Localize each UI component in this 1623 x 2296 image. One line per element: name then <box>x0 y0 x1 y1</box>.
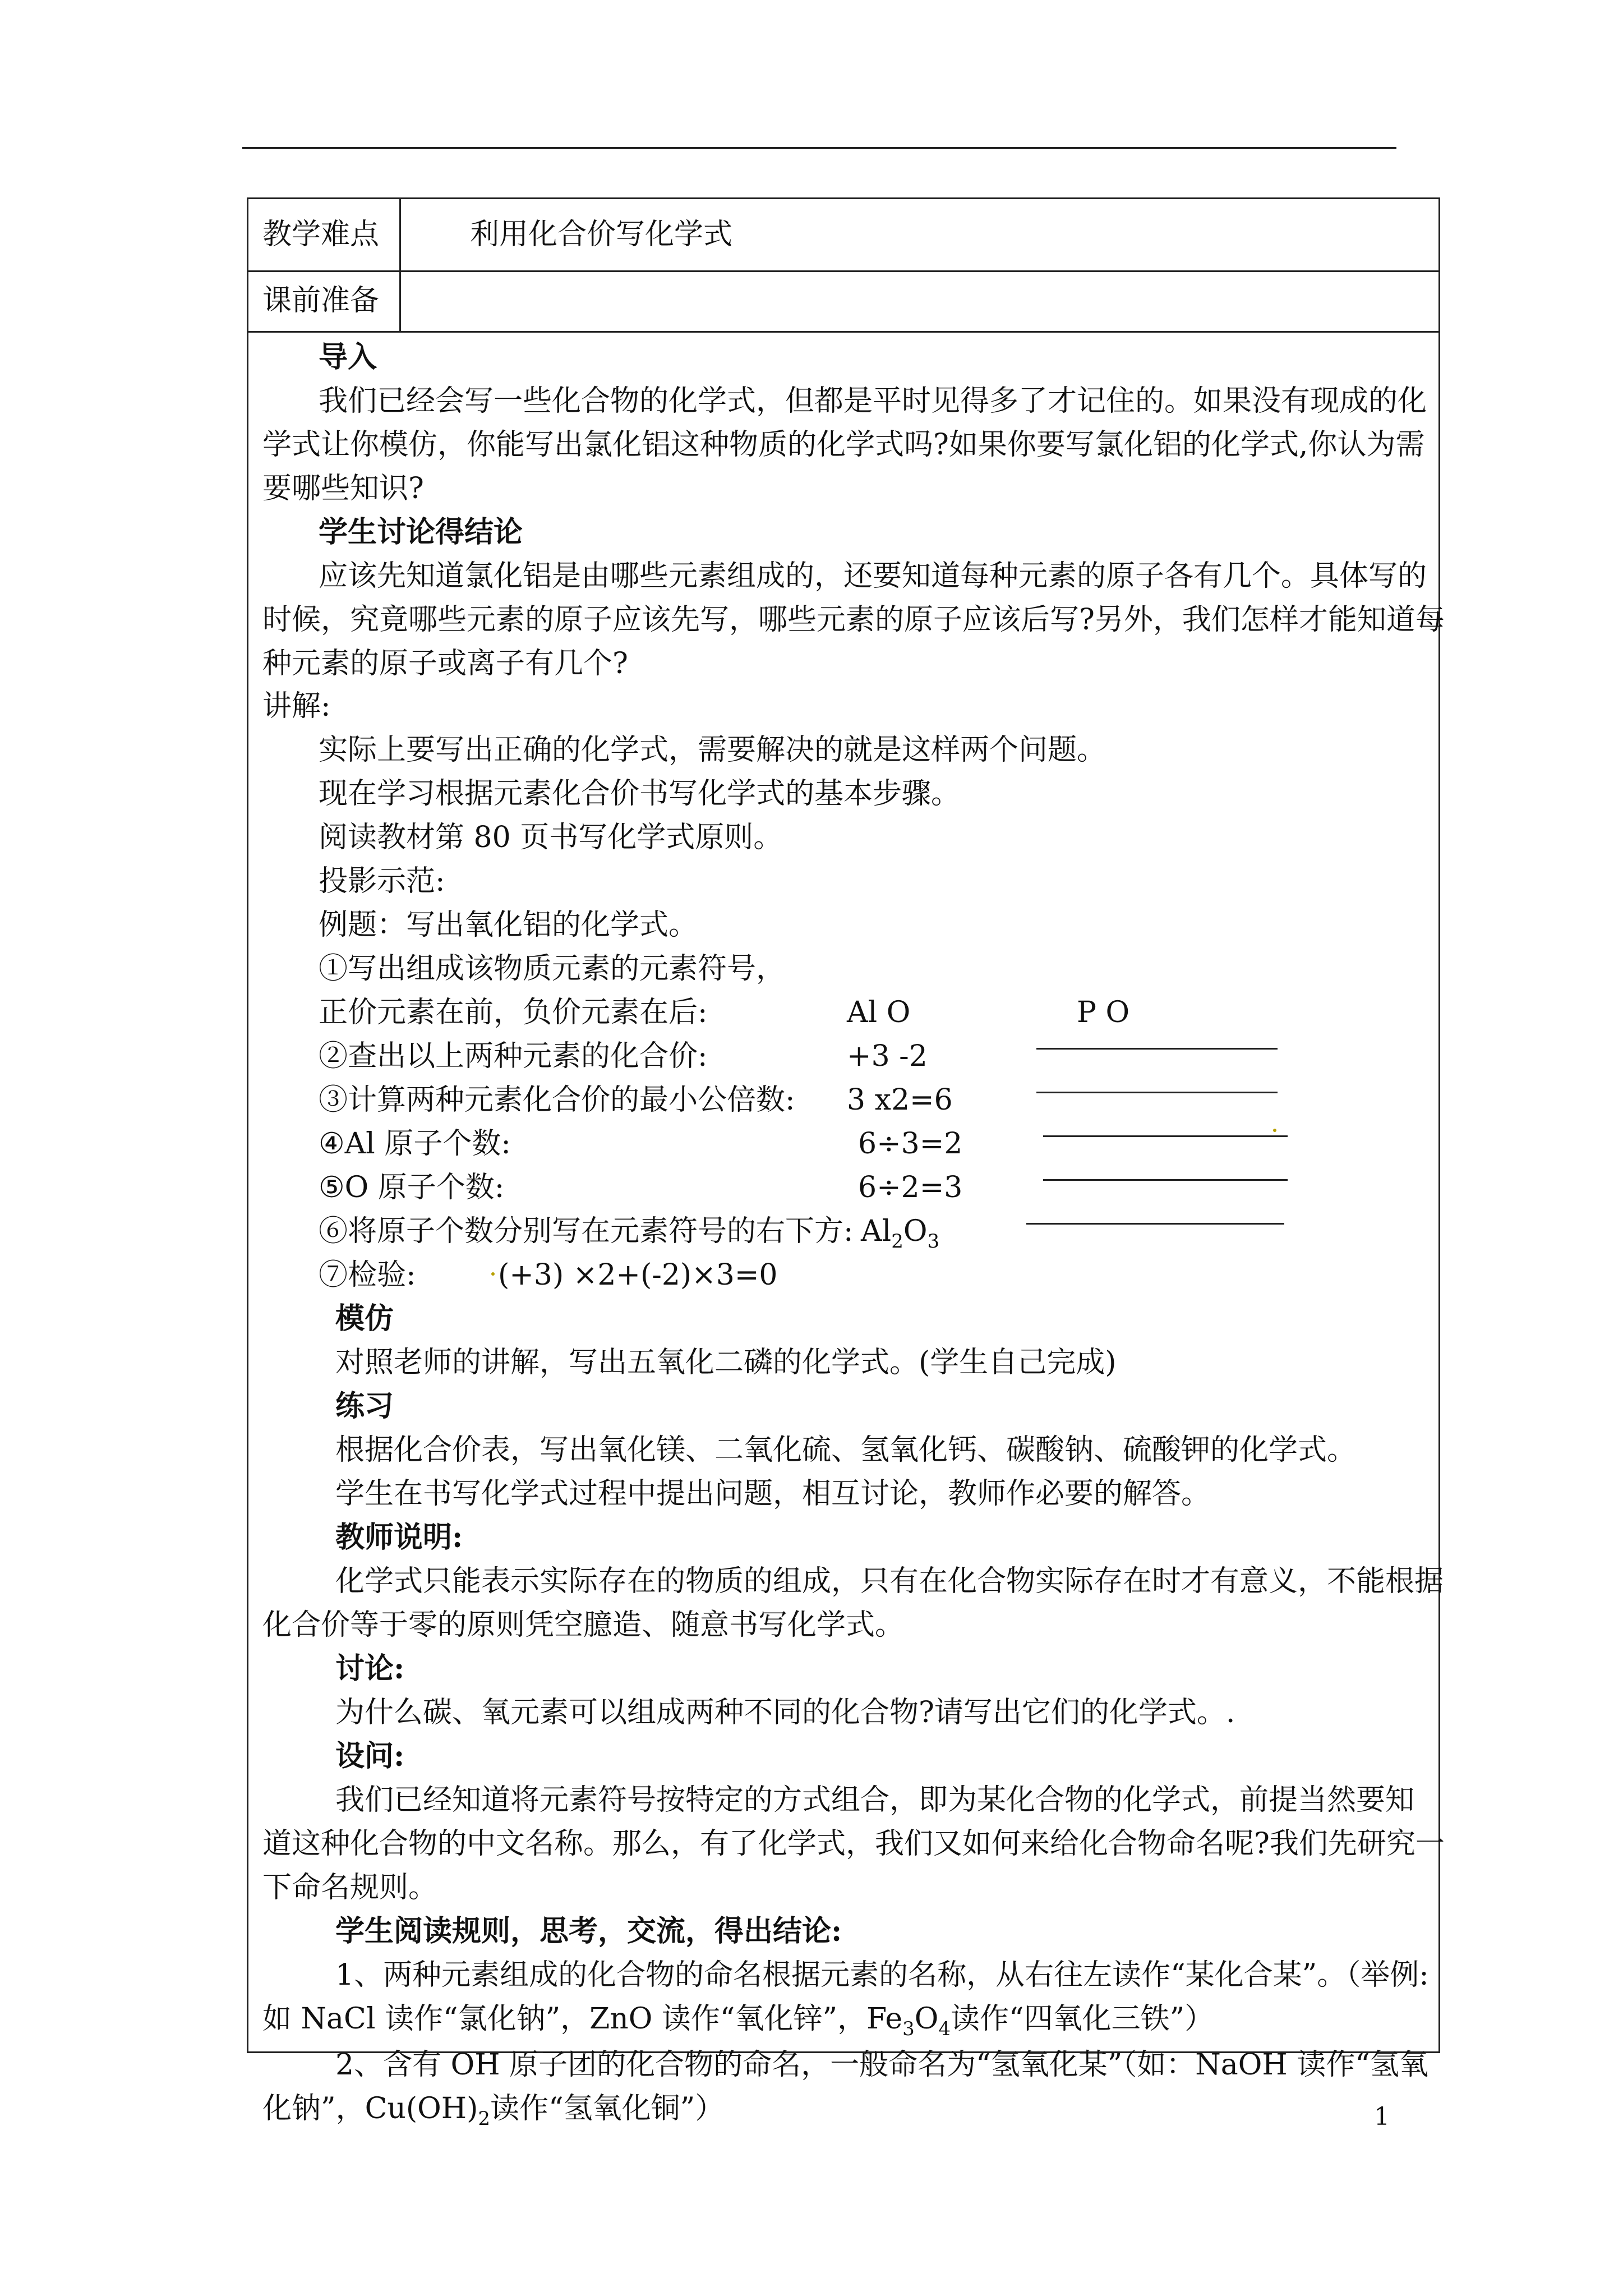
question-heading: 设问: <box>335 1739 405 1773</box>
row-divider-1 <box>247 270 1440 272</box>
column-divider <box>399 197 401 331</box>
imitate-text: 对照老师的讲解，写出五氧化二磷的化学式。(学生自己完成) <box>335 1346 1117 1379</box>
row-divider-2 <box>247 331 1440 333</box>
step1-answer: Al O <box>847 996 911 1029</box>
rule1-line-2: 如 NaCl 读作“氯化钠”，ZnO 读作“氧化锌”，$Fe_3O_4$读作“四氧化三铁”） <box>262 2002 1214 2040</box>
step1-a: ①写出组成该物质元素的元素符号， <box>319 952 786 986</box>
teacher-note-heading: 教师说明: <box>335 1520 463 1554</box>
step4: ④Al 原子个数: <box>319 1127 511 1161</box>
intro-line-3: 要哪些知识? <box>262 472 424 505</box>
lecture-line-4: 投影示范: <box>319 864 445 898</box>
step3: ③计算两种元素化合价的最小公倍数: <box>319 1083 795 1117</box>
intro-line-2: 学式让你模仿，你能写出氯化铝这种物质的化学式吗?如果你要写氯化铝的化学式,你认为需 <box>262 428 1425 462</box>
practice-line-1: 根据化合价表，写出氧化镁、二氧化硫、氢氧化钙、碳酸钠、硫酸钾的化学式。 <box>335 1433 1357 1467</box>
step5: ⑤O 原子个数: <box>319 1171 505 1204</box>
teacher-note-line-1: 化学式只能表示实际存在的物质的组成，只有在化合物实际存在时才有意义，不能根据 <box>335 1565 1444 1598</box>
teacher-note-line-2: 化合价等于零的原则凭空臆造、随意书写化学式。 <box>262 1608 905 1642</box>
difficulty-label: 教学难点 <box>262 218 380 251</box>
step6-blank <box>1026 1223 1284 1225</box>
conclusion-heading: 学生阅读规则，思考，交流，得出结论: <box>335 1914 842 1948</box>
step4-answer: 6÷3=2 <box>858 1127 963 1161</box>
rule2-line-1: 2、含有 OH 原子团的化合物的命名，一般命名为“氢氧化某”（如：NaOH 读作“氢氧 <box>335 2048 1428 2082</box>
difficulty-value: 利用化合价写化学式 <box>470 218 733 251</box>
stray-dot-2 <box>491 1272 495 1276</box>
step6: ⑥将原子个数分别写在元素符号的右下方: <box>319 1214 854 1248</box>
header-rule <box>242 147 1396 149</box>
step1-exercise: P O <box>1077 996 1130 1029</box>
stray-dot <box>1273 1129 1276 1132</box>
lecture-heading: 讲解: <box>262 689 331 723</box>
page-number: 1 <box>1374 2102 1390 2131</box>
discussion-heading: 学生讨论得结论 <box>319 515 523 549</box>
practice-line-2: 学生在书写化学式过程中提出问题，相互讨论，教师作必要的解答。 <box>335 1477 1211 1511</box>
discuss2-text: 为什么碳、氧元素可以组成两种不同的化合物?请写出它们的化学式。. <box>335 1696 1235 1729</box>
lecture-line-2: 现在学习根据元素化合价书写化学式的基本步骤。 <box>319 777 961 811</box>
intro-line-1: 我们已经会写一些化合物的化学式，但都是平时见得多了才记住的。如果没有现成的化 <box>319 384 1427 418</box>
discussion-line-2: 时候，究竟哪些元素的原子应该先写，哪些元素的原子应该后写?另外，我们怎样才能知道每 <box>262 603 1445 637</box>
lecture-line-5: 例题：写出氧化铝的化学式。 <box>319 908 698 942</box>
lecture-line-1: 实际上要写出正确的化学式，需要解决的就是这样两个问题。 <box>319 733 1106 767</box>
step5-blank <box>1043 1179 1288 1181</box>
step2: ②查出以上两种元素的化合价: <box>319 1039 708 1073</box>
question-line-2: 道这种化合物的中文名称。那么，有了化学式，我们又如何来给化合物命名呢?我们先研究一 <box>262 1827 1445 1861</box>
step6-answer: $Al_2O_3$ <box>861 1214 940 1253</box>
prep-label: 课前准备 <box>262 284 380 318</box>
step4-blank <box>1043 1135 1288 1137</box>
rule1-line-1: 1、两种元素组成的化合物的命名根据元素的名称，从右往左读作“某化合某”。（举例: <box>335 1958 1429 1992</box>
step7-answer: (+3) ×2+(-2)×3=0 <box>498 1258 778 1292</box>
rule2-line-2: 化钠”，$Cu(OH)_2$读作“氢氧化铜”） <box>262 2092 725 2130</box>
step2-blank <box>1036 1048 1278 1050</box>
step3-answer: 3 x2=6 <box>847 1083 953 1117</box>
step1-b: 正价元素在前，负价元素在后: <box>319 996 708 1029</box>
imitate-heading: 模仿 <box>335 1301 394 1336</box>
lecture-line-3: 阅读教材第 80 页书写化学式原则。 <box>319 821 783 854</box>
question-line-1: 我们已经知道将元素符号按特定的方式组合，即为某化合物的化学式，前提当然要知 <box>335 1783 1415 1817</box>
practice-heading: 练习 <box>335 1389 394 1423</box>
step3-blank <box>1036 1092 1278 1093</box>
discussion-line-3: 种元素的原子或离子有几个? <box>262 647 628 680</box>
step7: ⑦检验: <box>319 1258 416 1292</box>
step2-answer: +3 -2 <box>847 1039 928 1073</box>
discussion-line-1: 应该先知道氯化铝是由哪些元素组成的，还要知道每种元素的原子各有几个。具体写的 <box>319 559 1427 593</box>
step5-answer: 6÷2=3 <box>858 1171 963 1204</box>
intro-heading: 导入 <box>319 340 377 374</box>
question-line-3: 下命名规则。 <box>262 1871 438 1904</box>
discuss2-heading: 讨论: <box>335 1651 405 1686</box>
